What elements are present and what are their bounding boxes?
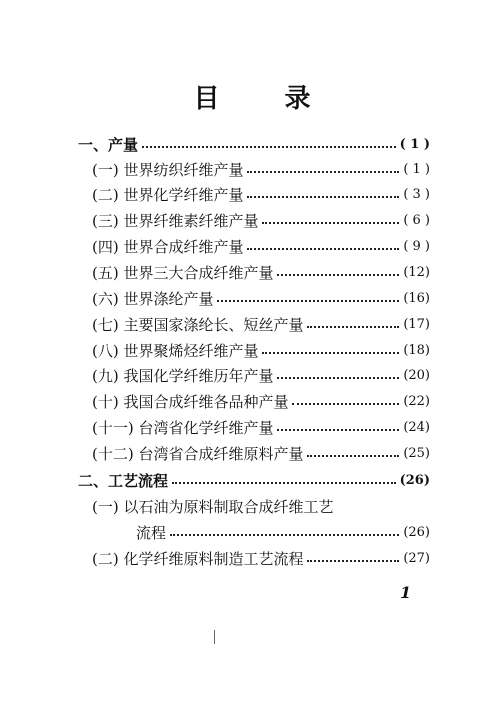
- toc-entry-label: (二) 世界化学纤维产量: [92, 185, 244, 204]
- leader-dots: [172, 482, 396, 484]
- toc-entry-label: (二) 化学纤维原料制造工艺流程: [92, 549, 304, 568]
- toc-entry-label: 一、产量: [78, 135, 139, 154]
- leader-dots: [307, 326, 399, 328]
- toc-entry[interactable]: [92, 261, 430, 283]
- toc-entry-page: (18): [403, 342, 430, 358]
- leader-dots: [170, 534, 399, 536]
- toc-entry-label: (六) 世界涤纶产量: [92, 289, 214, 308]
- toc-entry-page: ( 3 ): [403, 186, 430, 202]
- toc-entry-label: (八) 世界聚烯烃纤维产量: [92, 341, 259, 360]
- toc-entry-page: (12): [403, 264, 430, 280]
- toc-entry[interactable]: [92, 339, 430, 361]
- toc-entry-page: (22): [403, 393, 430, 409]
- toc-entry[interactable]: [92, 287, 430, 309]
- leader-dots: [262, 352, 399, 354]
- toc-entry[interactable]: [92, 235, 430, 257]
- toc-entry[interactable]: [78, 133, 430, 155]
- toc-entry-label: 二、工艺流程: [78, 471, 169, 490]
- toc-entry-label: 流程: [136, 523, 167, 542]
- toc-entry-page: (24): [403, 419, 430, 435]
- toc-entry[interactable]: [78, 469, 430, 491]
- toc-entry-label: (九) 我国化学纤维历年产量: [92, 366, 274, 385]
- toc-entry-label: (十二) 台湾省合成纤维原料产量: [92, 444, 304, 463]
- toc-entry[interactable]: [92, 158, 430, 180]
- toc-entry-page: ( 1 ): [399, 136, 430, 152]
- toc-entry-page: (26): [399, 472, 430, 488]
- toc-entry[interactable]: [92, 364, 430, 386]
- toc-entry-page: (20): [403, 367, 430, 383]
- leader-dots: [307, 455, 399, 457]
- scan-mark: [214, 630, 215, 644]
- toc-entry[interactable]: [92, 209, 430, 231]
- toc-entry-label: (十一) 台湾省化学纤维产量: [92, 418, 274, 437]
- toc-entry[interactable]: [92, 495, 430, 517]
- leader-dots: [217, 300, 399, 302]
- page-title: 目 录: [193, 84, 339, 114]
- leader-dots: [262, 222, 399, 224]
- toc-entry[interactable]: [136, 521, 430, 543]
- leader-dots: [247, 196, 399, 198]
- toc-entry-label: (七) 主要国家涤纶长、短丝产量: [92, 315, 304, 334]
- leader-dots: [277, 274, 399, 276]
- toc-entry-page: ( 1 ): [403, 161, 430, 177]
- toc-entry-label: (十) 我国合成纤维各品种产量: [92, 392, 289, 411]
- page-number: 1: [400, 583, 412, 602]
- toc-entry-label: (一) 以石油为原料制取合成纤维工艺: [92, 497, 334, 516]
- leader-dots: [277, 377, 399, 379]
- toc-entry-label: (三) 世界纤维素纤维产量: [92, 211, 259, 230]
- toc-entry[interactable]: [92, 416, 430, 438]
- toc-entry-page: (26): [403, 524, 430, 540]
- toc-entry-page: (16): [403, 290, 430, 306]
- leader-dots: [247, 171, 399, 173]
- toc-entry[interactable]: [92, 442, 430, 464]
- leader-dots: [142, 146, 396, 148]
- leader-dots: [292, 403, 399, 405]
- toc-entry-page: ( 9 ): [403, 238, 430, 254]
- toc-entry-page: ( 6 ): [403, 212, 430, 228]
- leader-dots: [307, 560, 399, 562]
- toc-entry-label: (五) 世界三大合成纤维产量: [92, 263, 274, 282]
- toc-entry-page: (25): [403, 445, 430, 461]
- toc-entry[interactable]: [92, 183, 430, 205]
- toc-entry-page: (17): [403, 316, 430, 332]
- leader-dots: [277, 429, 399, 431]
- toc-entry-page: (27): [403, 550, 430, 566]
- toc-entry-label: (一) 世界纺织纤维产量: [92, 160, 244, 179]
- toc-entry-label: (四) 世界合成纤维产量: [92, 237, 244, 256]
- toc-entry[interactable]: [92, 313, 430, 335]
- leader-dots: [247, 248, 399, 250]
- toc-entry[interactable]: [92, 390, 430, 412]
- toc-entry[interactable]: [92, 547, 430, 569]
